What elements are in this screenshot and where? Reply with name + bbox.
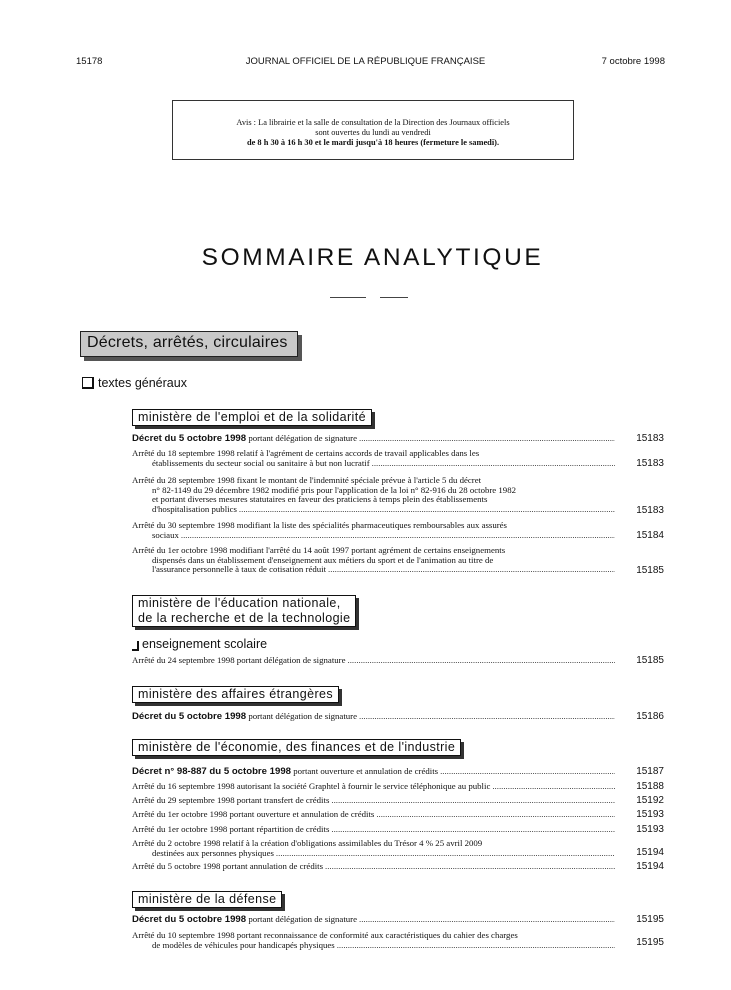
toc-entry: [132, 810, 615, 820]
ministry-name: de la recherche et de la technologie: [138, 611, 351, 625]
entry-text: destinées aux personnes physiques: [152, 847, 274, 858]
entry-page: 15195: [636, 914, 664, 925]
toc-entry: [132, 434, 615, 444]
entry-bold-title: Décret du 5 octobre 1998: [132, 914, 247, 925]
notice-text: [172, 118, 574, 148]
entry-text: Arrêté du 10 septembre 1998 portant reconnaissance de conformité aux caractéristiques du cahier des charges: [132, 930, 518, 940]
entry-page: 15185: [636, 655, 664, 666]
entry-page: 15186: [636, 711, 664, 722]
page-header: [0, 56, 731, 70]
entry-page: 15193: [636, 824, 664, 835]
entry-bold-title: Décret du 5 octobre 1998: [132, 711, 247, 722]
ministry-name: ministère de l'emploi et de la solidarité: [138, 410, 366, 424]
entry-page: 15193: [636, 809, 664, 820]
entry-text: établissements du secteur social ou sanitaire à but non lucratif: [152, 457, 370, 468]
leader-dots: [376, 810, 615, 820]
toc-entry: [132, 767, 615, 777]
ministry-heading-emploi: [132, 409, 372, 426]
leader-dots: [492, 782, 615, 792]
title-ornament-right: [380, 297, 408, 298]
checkbox-icon: [82, 377, 94, 389]
leader-dots: [276, 849, 615, 859]
entry-text: Arrêté du 29 septembre 1998 portant transfert de crédits: [132, 795, 330, 805]
ministry-name: ministère des affaires étrangères: [138, 687, 334, 701]
entry-text: de modèles de véhicules pour handicapés physiques: [152, 939, 335, 950]
entry-page: 15185: [636, 565, 664, 576]
ministry-heading-affaires-etrangeres: [132, 686, 339, 703]
toc-entry: [132, 656, 615, 666]
toc-entry: [132, 915, 615, 925]
leader-dots: [348, 656, 615, 666]
entry-text: et portant diverses mesures statutaires en faveur des praticiens à temps plein des établissements: [152, 494, 488, 504]
leader-dots: [331, 825, 615, 835]
toc-entry: [132, 862, 615, 872]
notice-line-3: de 8 h 30 à 16 h 30 et le mardi jusqu'à 18 heures (fermeture le samedi).: [246, 138, 500, 147]
entry-text: Arrêté du 24 septembre 1998 portant délégation de signature: [132, 655, 346, 665]
entry-page: 15194: [636, 847, 664, 858]
toc-entry: [132, 796, 615, 806]
notice-box: [172, 100, 574, 160]
entry-text: portant délégation de signature: [248, 914, 358, 924]
leader-dots: [359, 434, 615, 444]
entry-text: d'hospitalisation publics: [152, 503, 237, 514]
leader-dots: [372, 459, 615, 469]
toc-entry: [132, 449, 615, 468]
toc-entry: [132, 825, 615, 835]
entry-page: 15194: [636, 861, 664, 872]
toc-entry: [132, 546, 615, 575]
leader-dots: [328, 565, 615, 575]
notice-line-1: Avis : La librairie et la salle de consultation de la Direction des Journaux officiels: [236, 118, 510, 127]
entry-bold-title: Décret n° 98-887 du 5 octobre 1998: [132, 766, 292, 777]
entry-text: n° 82-1149 du 29 décembre 1982 modifié pris pour l'application de la loi n° 82-916 du 28 octobre 1982: [152, 484, 517, 495]
ministry-heading-education: [132, 595, 356, 627]
ministry-heading-economie: [132, 739, 461, 756]
leader-dots: [331, 796, 615, 806]
subsection-title: textes généraux: [98, 376, 187, 390]
notice-line-2: sont ouvertes du lundi au vendredi: [315, 128, 431, 137]
entry-text: Arrêté du 2 octobre 1998 relatif à la création d'obligations assimilables du Trésor 4 % 25 avril 2009: [132, 838, 483, 848]
leader-dots: [181, 531, 615, 541]
entry-text: Arrêté du 16 septembre 1998 autorisant la société Graphtel à fournir le service téléphonique au public: [132, 781, 491, 791]
ministry-name: ministère de la défense: [138, 892, 277, 906]
entry-text: portant délégation de signature: [248, 711, 358, 721]
entry-text: dispensés dans un établissement d'enseignement aux métiers du sport et de l'animation au titre de: [152, 554, 494, 565]
leader-dots: [359, 712, 615, 722]
toc-entry: [132, 839, 615, 858]
entry-text: Arrêté du 1er octobre 1998 portant ouverture et annulation de crédits: [132, 809, 375, 819]
toc-entry: [132, 712, 615, 722]
toc-entry: [132, 931, 615, 950]
entry-text: Arrêté du 30 septembre 1998 modifiant la liste des spécialités pharmaceutiques remboursables aux assurés: [132, 520, 507, 530]
entry-text: l'assurance personnelle à taux de cotisation réduit: [152, 564, 327, 574]
entry-text: sociaux: [152, 529, 179, 540]
entry-text: Arrêté du 28 septembre 1998 fixant le montant de l'indemnité spéciale prévue à l'article 5 du décret: [132, 475, 482, 485]
subhead-enseignement: enseignement scolaire: [142, 637, 268, 651]
entry-text: Arrêté du 1er octobre 1998 modifiant l'arrêté du 14 août 1997 portant agrément de certains enseignements: [132, 545, 506, 555]
entry-page: 15183: [636, 433, 664, 444]
leader-dots: [337, 941, 615, 951]
entry-page: 15188: [636, 781, 664, 792]
toc-entry: [132, 782, 615, 792]
section-heading: [80, 331, 298, 357]
entry-page: 15184: [636, 530, 664, 541]
tick-icon: [132, 641, 139, 651]
ministry-heading-defense: [132, 891, 282, 908]
entry-text: portant délégation de signature: [248, 433, 358, 443]
leader-dots: [239, 505, 615, 515]
toc-entry: [132, 521, 615, 540]
leader-dots: [325, 862, 615, 872]
leader-dots: [440, 767, 615, 777]
entry-page: 15183: [636, 505, 664, 516]
entry-page: 15183: [636, 458, 664, 469]
journal-title: JOURNAL OFFICIEL DE LA RÉPUBLIQUE FRANÇAISE: [245, 56, 486, 67]
entry-text: Arrêté du 5 octobre 1998 portant annulation de crédits: [132, 861, 324, 871]
toc-entry: [132, 476, 615, 514]
entry-page: 15187: [636, 766, 664, 777]
entry-page: 15195: [636, 937, 664, 948]
entry-bold-title: Décret du 5 octobre 1998: [132, 433, 247, 444]
page-number: 15178: [76, 56, 103, 67]
entry-page: 15192: [636, 795, 664, 806]
leader-dots: [359, 915, 615, 925]
entry-text: Arrêté du 18 septembre 1998 relatif à l'agrément de certains accords de travail applicables dans les: [132, 448, 480, 458]
section-title: Décrets, arrêtés, circulaires: [87, 334, 288, 351]
entry-text: Arrêté du 1er octobre 1998 portant répartition de crédits: [132, 824, 330, 834]
entry-text: portant ouverture et annulation de crédits: [293, 766, 439, 776]
ministry-name: ministère de l'économie, des finances et de l'industrie: [138, 740, 456, 754]
ministry-name: ministère de l'éducation nationale,: [138, 596, 341, 610]
page-title: SOMMAIRE ANALYTIQUE: [201, 244, 544, 271]
issue-date: 7 octobre 1998: [601, 56, 665, 67]
title-ornament-left: [330, 297, 366, 298]
